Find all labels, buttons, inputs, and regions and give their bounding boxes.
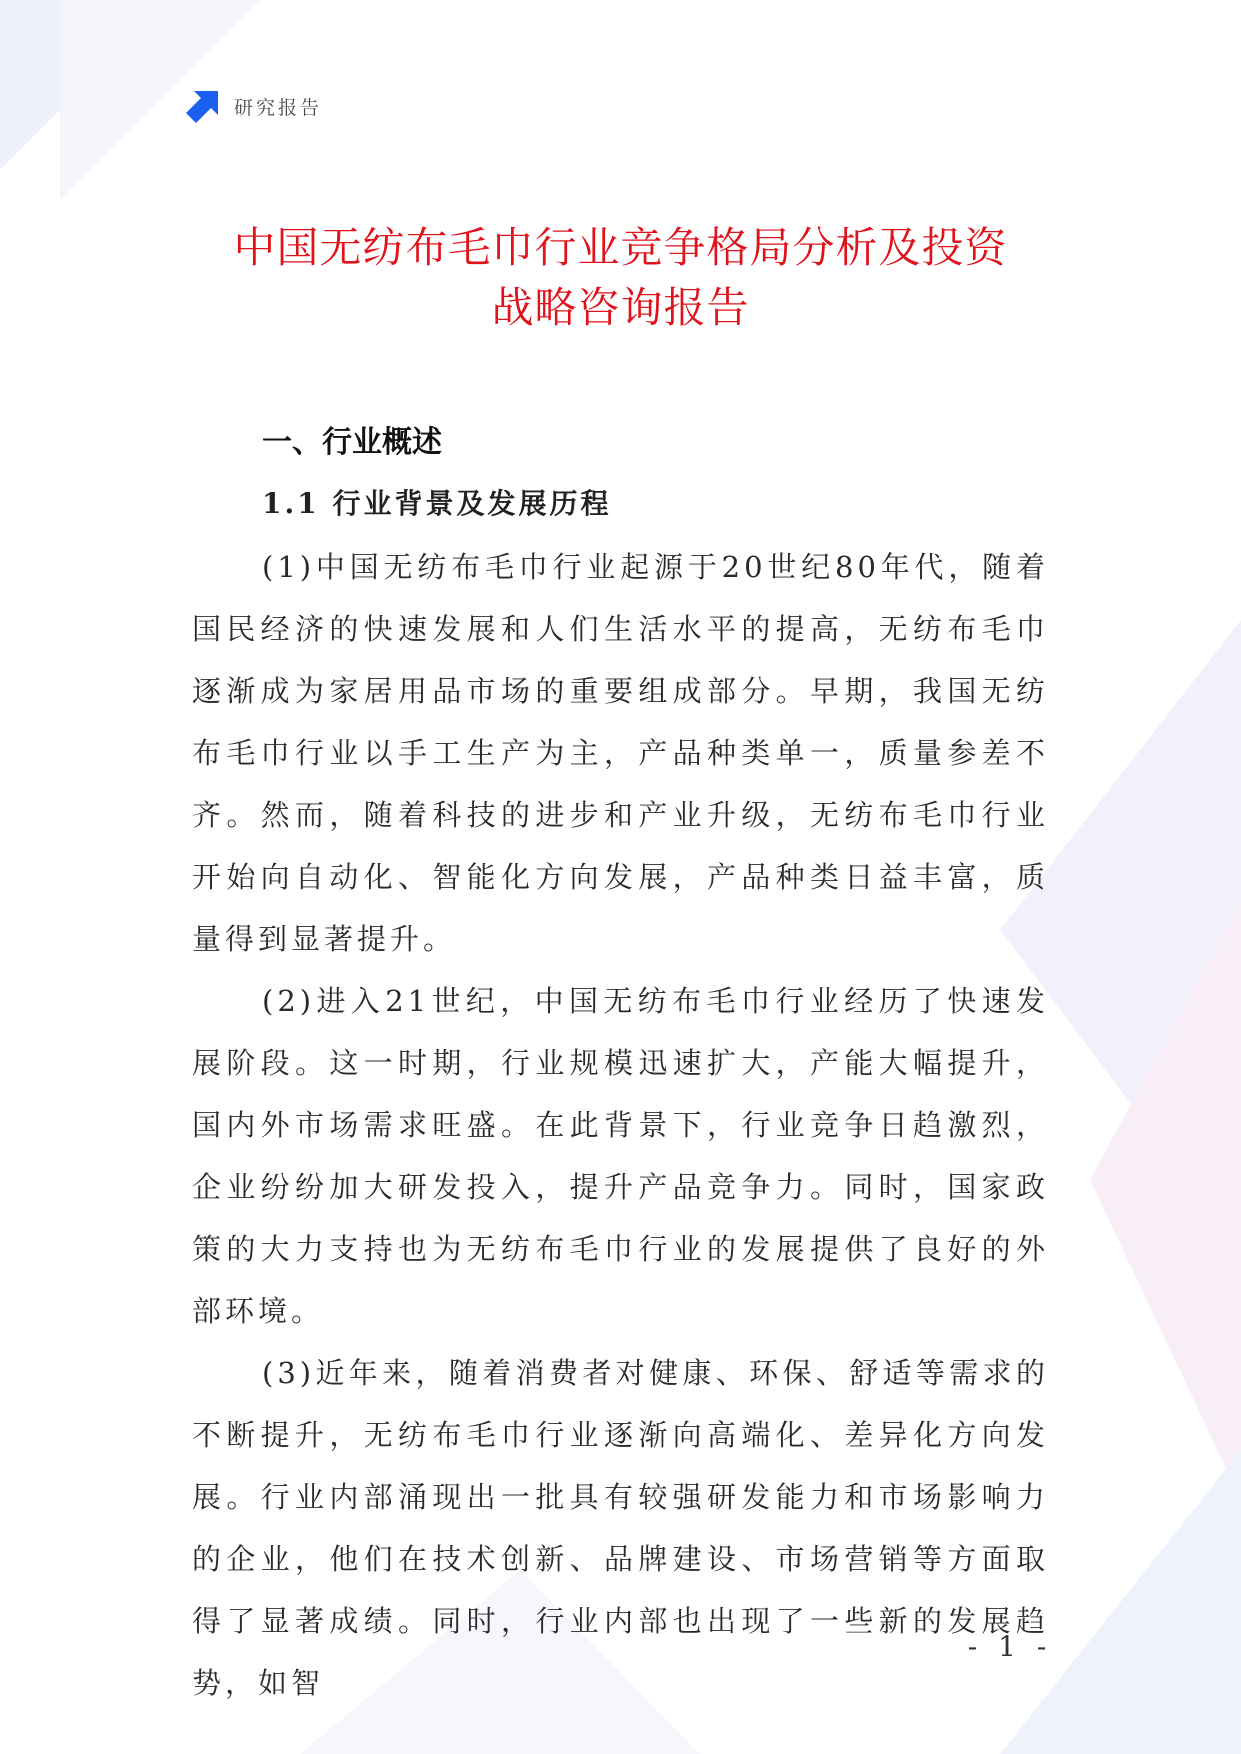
paragraph-3: (3)近年来，随着消费者对健康、环保、舒适等需求的不断提升，无纺布毛巾行业逐渐向高端化、差异化方向发展。行业内部涌现出一批具有较强研发能力和市场影响力的企业，他们在技术创新、品牌建设、市场营销等方面取得了显著成绩。同时，行业内部也出现了一些新的发展趋势，如智 [192,1356,1049,1700]
arrow-up-right-icon [186,89,220,123]
page-header [186,88,322,124]
header-label: 研究报告 [234,96,323,119]
section-heading: 一、行业概述 [262,425,442,460]
document-title-line-2: 战略咨询报告 [491,283,750,332]
paragraph-1: (1)中国无纺布毛巾行业起源于20世纪80年代，随着国民经济的快速发展和人们生活水平的提高，无纺布毛巾逐渐成为家居用品市场的重要组成部分。早期，我国无纺布毛巾行业以手工生产为主，产品种类单一，质量参差不齐。然而，随着科技的进步和产业升级，无纺布毛巾行业开始向自动化、智能化方向发展，产品种类日益丰富，质量得到显著提升。 [192,550,1049,956]
document-body [192,414,1049,1714]
paragraph-2: (2)进入21世纪，中国无纺布毛巾行业经历了快速发展阶段。这一时期，行业规模迅速扩大，产能大幅提升，国内外市场需求旺盛。在此背景下，行业竞争日趋激烈，企业纷纷加大研发投入，提升产品竞争力。同时，国家政策的大力支持也为无纺布毛巾行业的发展提供了良好的外部环境。 [192,984,1049,1328]
subsection-heading: 1.1 行业背景及发展历程 [262,487,612,520]
document-title-line-1: 中国无纺布毛巾行业竞争格局分析及投资 [233,223,1008,272]
document-title [140,218,1101,338]
page-number: - 1 - [967,1630,1053,1663]
